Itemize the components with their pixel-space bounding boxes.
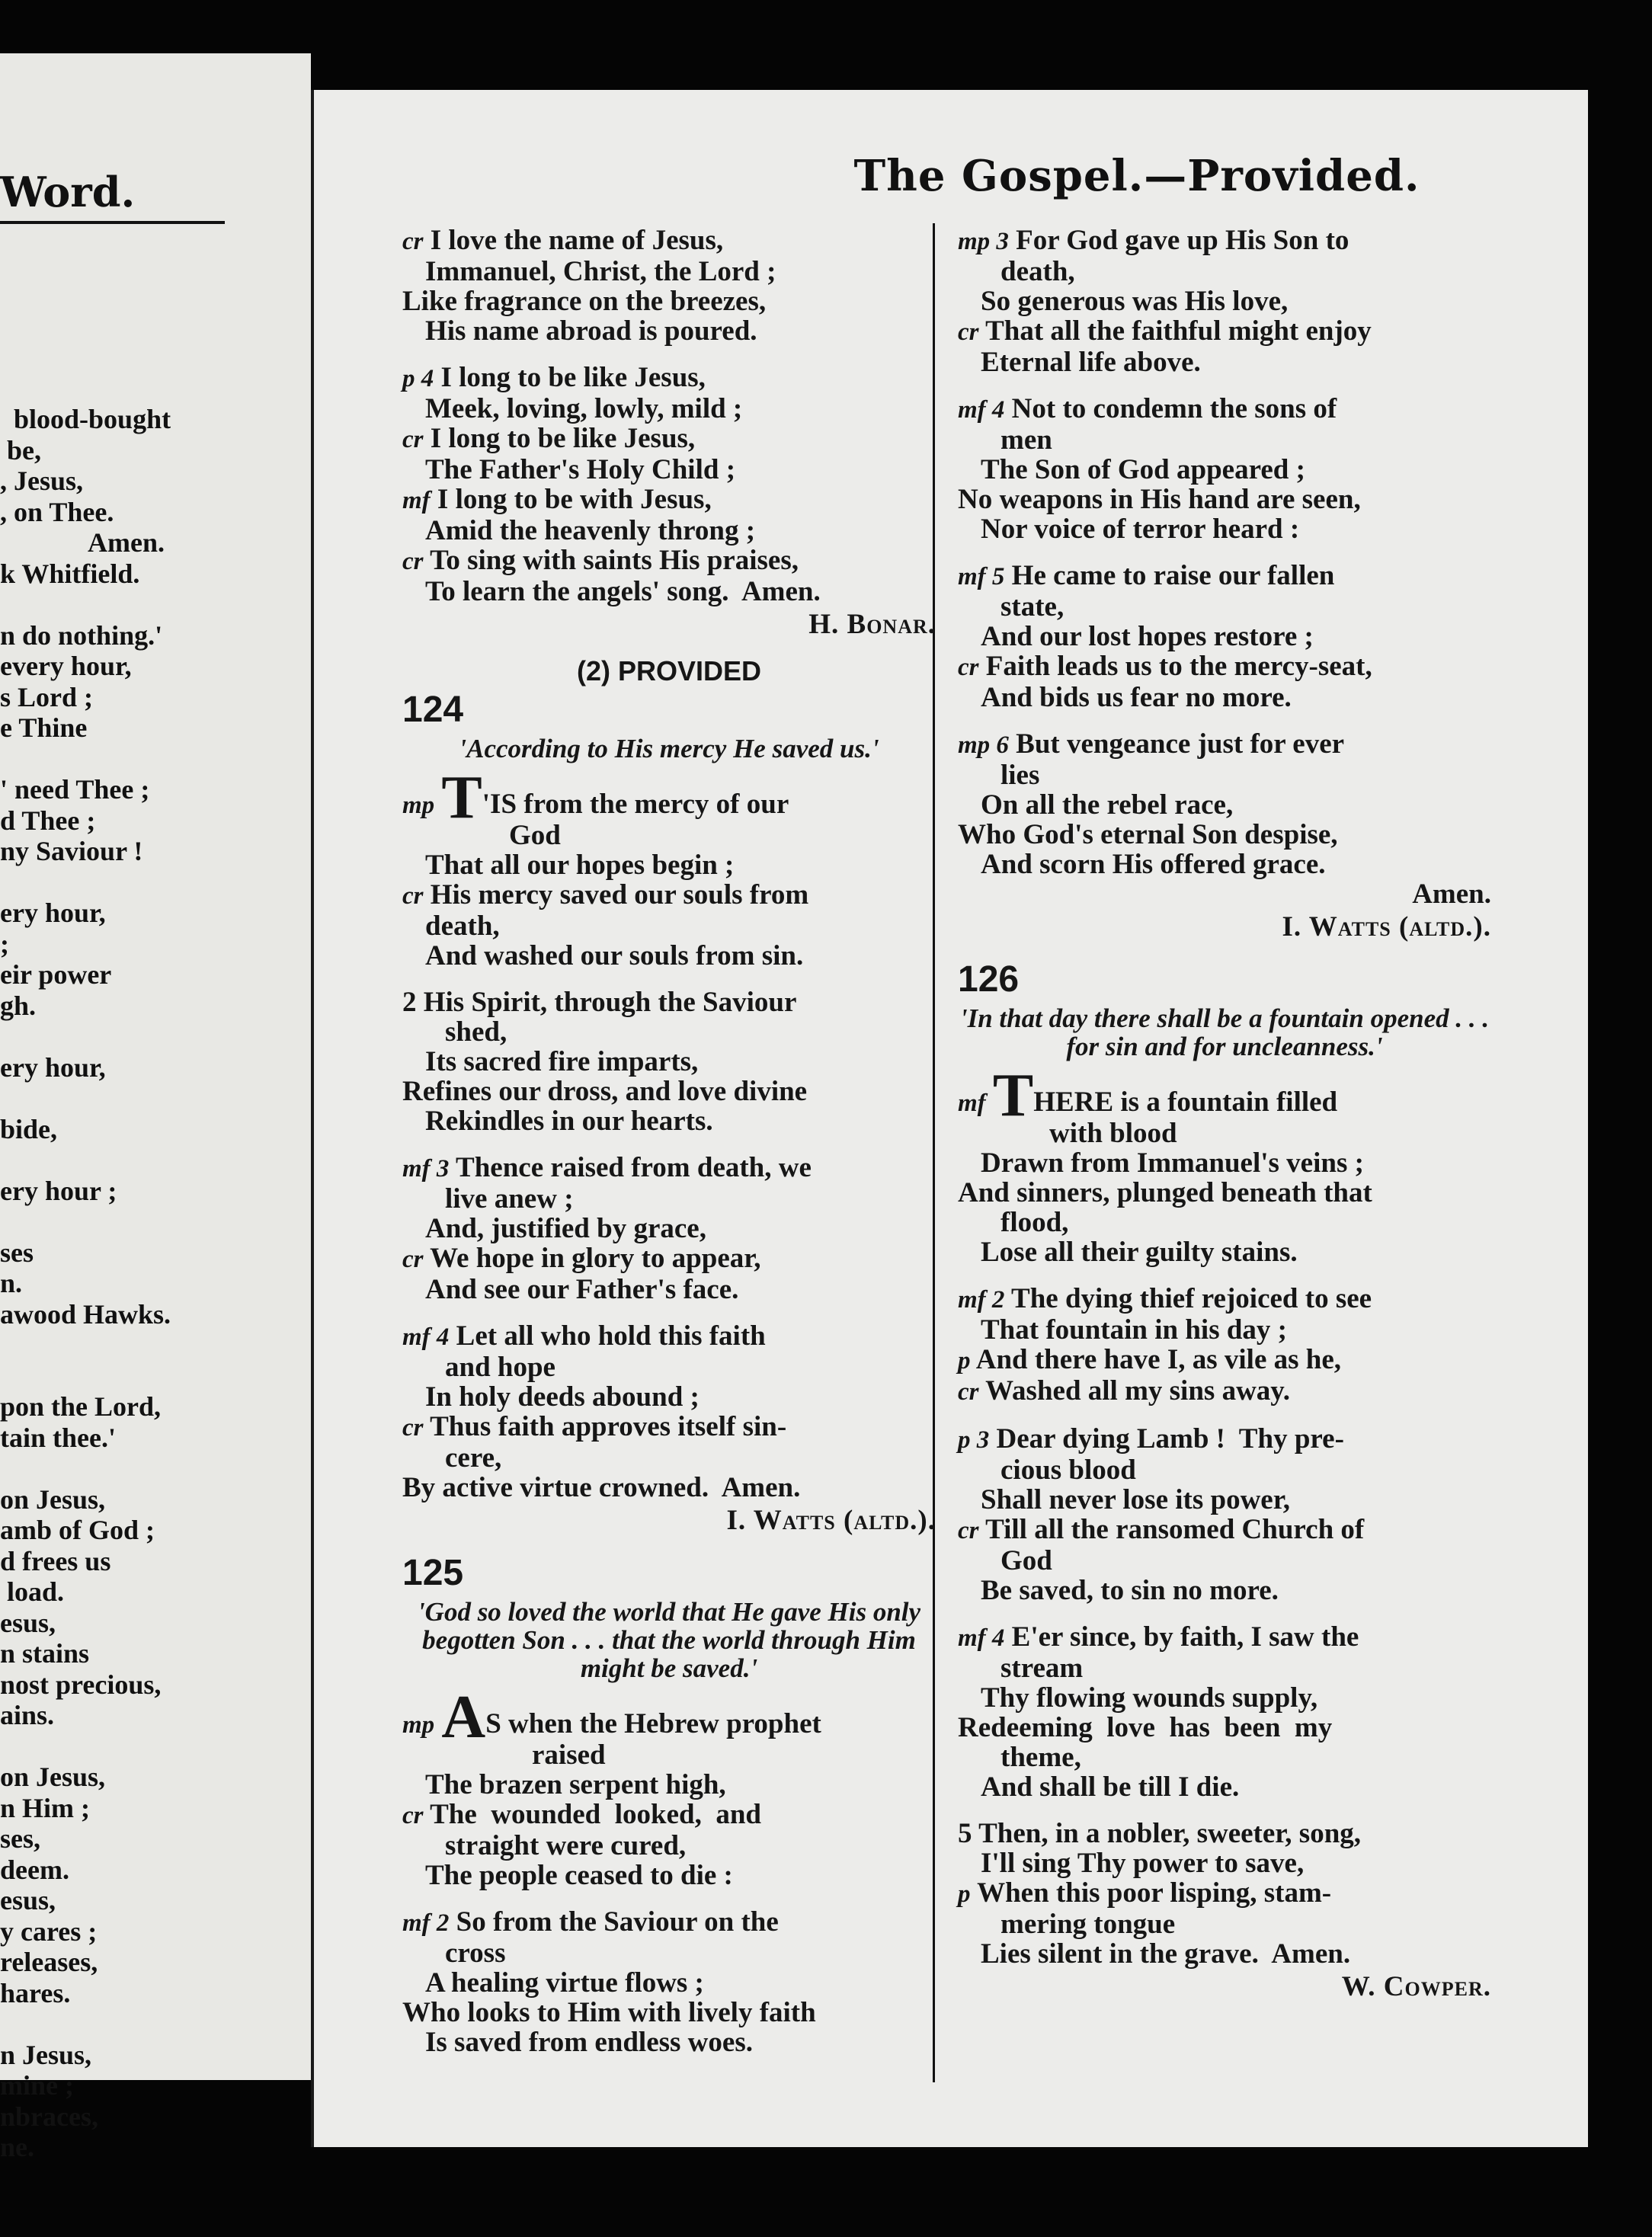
facing-page-line: , Jesus, <box>0 466 84 496</box>
dynamic-mark: p 4 <box>402 365 434 392</box>
verse-line: death, <box>425 910 500 942</box>
verse-line: Washed all my sins away. <box>985 1375 1290 1407</box>
verse-line: Thy flowing wounds supply, <box>981 1682 1318 1714</box>
verse-line: By active virtue crowned. Amen. <box>402 1472 801 1503</box>
hymn-number: 126 <box>958 959 1020 1000</box>
verse-line: Dear dying Lamb ! Thy pre- <box>996 1423 1344 1455</box>
verse-line: The Son of God appeared ; <box>981 454 1305 485</box>
verse-line: I long to be like Jesus, <box>440 362 706 393</box>
drop-cap: T <box>441 764 482 831</box>
verse-line: Nor voice of terror heard : <box>981 514 1300 545</box>
facing-page-line: ery hour, <box>0 898 106 928</box>
verse-line: Shall never lose its power, <box>981 1484 1290 1515</box>
verse-line: And our lost hopes restore ; <box>981 621 1314 652</box>
verse-line: God <box>509 820 561 851</box>
verse-line: His mercy saved our souls from <box>430 879 809 910</box>
facing-page-line: ne. <box>0 2132 34 2162</box>
verse-line: Be saved, to sin no more. <box>981 1575 1279 1606</box>
continuation-stanza-2 <box>402 363 936 639</box>
verse-line: I long to be with Jesus, <box>437 484 712 515</box>
dynamic-mark: cr <box>958 1517 979 1544</box>
facing-page-line: pon the Lord, <box>0 1391 162 1422</box>
verse-line: And, justified by grace, <box>425 1213 706 1244</box>
dynamic-mark: mp 6 <box>958 731 1009 759</box>
dynamic-mark: cr <box>402 1802 424 1829</box>
verse-line: And there have I, as vile as he, <box>975 1344 1342 1375</box>
verse-line: Lose all their guilty stains. <box>981 1237 1298 1268</box>
hymn-124 <box>402 689 936 1535</box>
verse-line: But vengeance just for ever <box>1016 728 1345 760</box>
dynamic-mark: mf 2 <box>958 1286 1005 1314</box>
verse-line: raised <box>532 1739 606 1771</box>
scripture-text: 'God so loved the world that He gave His only begotten Son . . . that the world through Him might be saved.' <box>417 1597 921 1683</box>
verse-line: stream <box>1000 1653 1084 1684</box>
verse-line: lies <box>1000 760 1040 791</box>
verse-line: And see our Father's face. <box>425 1274 739 1305</box>
facing-page-rule <box>0 221 225 224</box>
facing-page-line: n Him ; <box>0 1792 91 1823</box>
dynamic-mark: cr <box>402 228 424 255</box>
facing-page-line: every hour, <box>0 651 132 681</box>
verse-line: cross <box>445 1938 506 1969</box>
facing-page-line: eir power <box>0 959 112 990</box>
facing-page-line: ery hour, <box>0 1051 106 1083</box>
dynamic-mark: mf 4 <box>402 1323 450 1351</box>
hymn-author: I. Watts (altd.). <box>726 1505 936 1536</box>
facing-page-line <box>0 1330 305 1361</box>
dynamic-mark: mf 2 <box>402 1909 450 1937</box>
facing-page-line: bide, <box>0 1113 58 1144</box>
facing-page-line: , on Thee. <box>0 496 114 527</box>
verse-line: And sinners, plunged beneath that <box>958 1177 1372 1208</box>
continuation-stanza-1 <box>402 226 936 346</box>
verse-line: flood, <box>1000 1207 1069 1238</box>
facing-page-line: gh. <box>0 990 37 1021</box>
facing-page-line: n Jesus, <box>0 2039 92 2070</box>
drop-cap: T <box>992 1062 1034 1129</box>
dynamic-mark: mp 3 <box>958 228 1009 255</box>
dynamic-mark: cr <box>402 1414 424 1442</box>
facing-page-line: nbraces, <box>0 2101 98 2132</box>
verse-line: with blood <box>1049 1118 1177 1149</box>
verse-line: Thus faith approves itself sin- <box>430 1411 787 1442</box>
facing-page-line: be, <box>0 434 41 466</box>
facing-page-line <box>0 2008 305 2040</box>
verse-line: cious blood <box>1000 1455 1136 1486</box>
facing-page <box>0 53 311 2162</box>
facing-page-line <box>0 867 305 898</box>
hymn-126 <box>958 958 1491 2002</box>
verse-line: So generous was His love, <box>981 286 1289 317</box>
verse-line: Not to condemn the sons of <box>1011 393 1337 424</box>
dynamic-mark: cr <box>402 426 424 453</box>
section-heading: (2) PROVIDED <box>576 655 762 686</box>
facing-page-line: ny Saviour ! <box>0 836 143 866</box>
facing-page-line: ses, <box>0 1823 40 1854</box>
facing-page-line <box>0 1144 305 1176</box>
verse-line: HERE is a fountain filled <box>1033 1086 1338 1118</box>
hymn-author: I. Watts (altd.). <box>1282 911 1491 942</box>
verse-line: state, <box>1000 591 1065 622</box>
facing-page-line: Amen. <box>0 527 165 558</box>
verse-line: In holy deeds abound ; <box>425 1381 700 1413</box>
hymn-number: 125 <box>402 1553 464 1593</box>
facing-page-line <box>0 1021 305 1052</box>
verse-line: Redeeming love has been my <box>958 1712 1333 1743</box>
verse-line: The Father's Holy Child ; <box>425 454 736 485</box>
facing-page-line <box>0 1453 305 1484</box>
amen: Amen. <box>1412 878 1491 910</box>
hymn-125 <box>402 1552 936 2057</box>
hymn-number: 124 <box>402 690 464 730</box>
facing-page-line <box>0 1361 305 1392</box>
verse-line: He came to raise our fallen <box>1011 560 1335 591</box>
dynamic-mark: cr <box>402 548 424 575</box>
verse-line: mering tongue <box>1000 1909 1176 1940</box>
verse-line: I love the name of Jesus, <box>430 225 724 256</box>
verse-line: For God gave up His Son to <box>1016 225 1349 256</box>
dynamic-mark: mf 4 <box>958 1624 1005 1652</box>
verse-line: The people ceased to die : <box>425 1860 733 1891</box>
facing-page-line: amb of God ; <box>0 1515 155 1545</box>
facing-page-fragments <box>0 404 305 2163</box>
facing-page-line: load. <box>0 1576 65 1607</box>
verse-line: Let all who hold this faith <box>456 1320 766 1352</box>
verse-line: Refines our dross, and love divine <box>402 1076 808 1107</box>
verse-line: 2 His Spirit, through the Saviour <box>402 987 797 1018</box>
verse-line: theme, <box>1000 1742 1081 1773</box>
dynamic-mark: cr <box>958 1378 979 1406</box>
verse-line: Faith leads us to the mercy-seat, <box>985 651 1372 682</box>
drop-cap: A <box>441 1684 486 1751</box>
verse-line: Meek, loving, lowly, mild ; <box>425 393 743 424</box>
dynamic-mark: cr <box>402 1246 424 1273</box>
verse-line: Eternal life above. <box>981 347 1201 378</box>
verse-line: I long to be like Jesus, <box>430 423 696 454</box>
verse-line: shed, <box>445 1016 507 1048</box>
facing-page-line: on Jesus, <box>0 1762 106 1792</box>
verse-line: His name abroad is poured. <box>425 315 757 347</box>
verse-line: And scorn His offered grace. <box>981 849 1326 880</box>
facing-page-line: d frees us <box>0 1545 111 1576</box>
facing-page-line: n. <box>0 1268 23 1298</box>
verse-line: straight were cured, <box>445 1830 687 1861</box>
facing-page-line: y cares ; <box>0 1915 98 1947</box>
facing-page-line <box>0 1206 305 1237</box>
facing-page-line: ' need Thee ; <box>0 774 150 805</box>
verse-line: So from the Saviour on the <box>456 1906 779 1938</box>
verse-line: I'll sing Thy power to save, <box>981 1848 1305 1879</box>
verse-line: Drawn from Immanuel's veins ; <box>981 1147 1364 1179</box>
verse-line: That fountain in his day ; <box>981 1314 1287 1346</box>
facing-page-line: k Whitfield. <box>0 558 140 589</box>
verse-line: men <box>1000 424 1052 456</box>
verse-line: On all the rebel race, <box>981 789 1234 821</box>
facing-page-line: tain thee.' <box>0 1422 116 1453</box>
verse-line: That all our hopes begin ; <box>425 850 735 881</box>
verse-line: And washed our souls from sin. <box>425 940 804 971</box>
facing-page-line: ses <box>0 1237 34 1268</box>
verse-line: The dying thief rejoiced to see <box>1011 1283 1372 1314</box>
verse-line: Who God's eternal Son despise, <box>958 819 1338 850</box>
verse-line: Is saved from endless woes. <box>425 2027 753 2058</box>
dynamic-mark: mp <box>402 792 435 819</box>
facing-page-line: nost precious, <box>0 1669 162 1700</box>
page-header: The Gospel.—Provided. <box>853 151 1420 201</box>
hymnal-page <box>311 90 1588 2147</box>
verse-line: live anew ; <box>445 1183 574 1215</box>
facing-page-line: d Thee ; <box>0 805 96 836</box>
facing-page-line: ; <box>0 928 9 959</box>
facing-page-line: esus, <box>0 1885 56 1915</box>
verse-line: And shall be till I die. <box>981 1771 1240 1803</box>
facing-page-line: awood Hawks. <box>0 1298 171 1330</box>
verse-line: Till all the ransomed Church of <box>985 1514 1365 1545</box>
facing-page-line: esus, <box>0 1607 56 1638</box>
scripture-text: 'According to His mercy He saved us.' <box>459 734 879 763</box>
left-column <box>402 226 936 2074</box>
facing-page-line: releases, <box>0 1947 98 1977</box>
facing-page-line: on Jesus, <box>0 1483 106 1515</box>
hymn-author: H. Bonar. <box>808 609 936 640</box>
facing-page-line: n stains <box>0 1638 90 1669</box>
right-column <box>958 226 1491 2018</box>
verse-line: The brazen serpent high, <box>425 1769 726 1800</box>
verse-line: 5 Then, in a nobler, sweeter, song, <box>958 1818 1362 1849</box>
verse-line: cere, <box>445 1442 502 1474</box>
dynamic-mark: mf 5 <box>958 563 1005 590</box>
facing-page-line <box>0 589 305 620</box>
verse-line: S when the Hebrew prophet <box>485 1708 821 1739</box>
verse-line: Its sacred fire imparts, <box>425 1046 699 1077</box>
verse-line: death, <box>1000 256 1075 287</box>
dynamic-mark: mp <box>402 1711 435 1739</box>
verse-line: Immanuel, Christ, the Lord ; <box>425 256 776 287</box>
facing-page-line: e Thine <box>0 712 88 743</box>
verse-line: We hope in glory to appear, <box>430 1243 761 1274</box>
verse-line: E'er since, by faith, I saw the <box>1011 1621 1359 1653</box>
verse-line: Lies silent in the grave. Amen. <box>981 1938 1351 1970</box>
verse-line: Thence raised from death, we <box>456 1152 812 1183</box>
facing-page-line: deem. <box>0 1854 69 1885</box>
dynamic-mark: mf <box>958 1090 986 1117</box>
verse-line: A healing virtue flows ; <box>425 1967 704 1999</box>
dynamic-mark: p <box>958 1347 971 1375</box>
dynamic-mark: cr <box>958 654 979 681</box>
facing-page-line: ery hour ; <box>0 1175 117 1206</box>
hymn-author: W. Cowper. <box>1341 1971 1491 2002</box>
dynamic-mark: p 3 <box>958 1426 990 1454</box>
facing-page-line <box>0 1083 305 1114</box>
facing-page-line <box>0 744 305 775</box>
facing-page-line: ains. <box>0 1700 55 1730</box>
facing-page-line <box>0 1731 305 1762</box>
verse-line: and hope <box>445 1352 555 1383</box>
dynamic-mark: cr <box>402 882 424 910</box>
verse-line: Amid the heavenly throng ; <box>425 515 756 546</box>
verse-line: Who looks to Him with lively faith <box>402 1997 816 2028</box>
scripture-text: 'In that day there shall be a fountain opened . . . for sin and for uncleanness.' <box>959 1003 1490 1061</box>
dynamic-mark: p <box>958 1880 971 1908</box>
facing-page-line: n do nothing.' <box>0 619 163 651</box>
verse-line: And bids us fear no more. <box>981 682 1292 713</box>
dynamic-mark: mf <box>402 487 431 514</box>
verse-line: Rekindles in our hearts. <box>425 1106 713 1137</box>
verse-line: Like fragrance on the breezes, <box>402 286 767 317</box>
verse-line: That all the faithful might enjoy <box>985 315 1372 347</box>
verse-line: No weapons in His hand are seen, <box>958 484 1361 515</box>
dynamic-mark: cr <box>958 318 979 346</box>
verse-line: The wounded looked, and <box>430 1799 761 1830</box>
dynamic-mark: mf 3 <box>402 1155 450 1183</box>
verse-line: 'IS from the mercy of our <box>482 789 789 820</box>
facing-page-header: Word. <box>0 168 136 216</box>
dynamic-mark: mf 4 <box>958 396 1005 424</box>
facing-page-line: blood-bought <box>0 404 171 434</box>
facing-page-line: s Lord ; <box>0 681 94 712</box>
verse-line: When this poor lisping, stam- <box>977 1877 1332 1909</box>
verse-line: God <box>1000 1545 1052 1576</box>
facing-page-line: mine ; <box>0 2070 74 2101</box>
facing-page-line: hares. <box>0 1977 71 2008</box>
verse-line: To learn the angels' song. Amen. <box>425 576 821 607</box>
verse-line: To sing with saints His praises, <box>430 545 799 576</box>
